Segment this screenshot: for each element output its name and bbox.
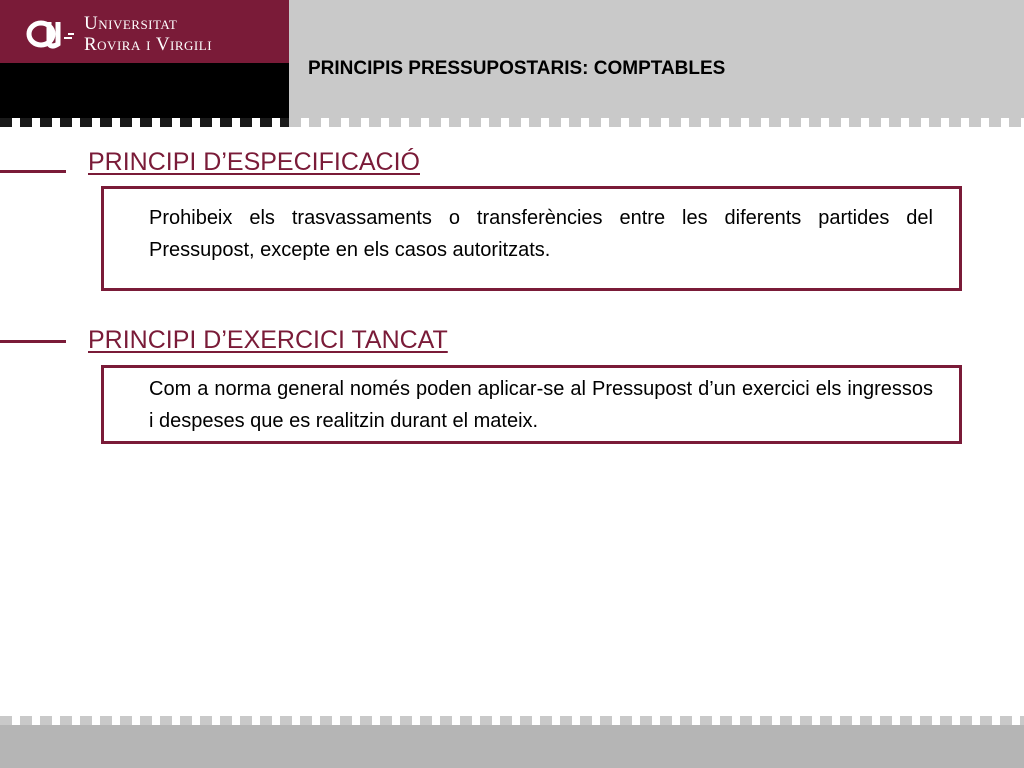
footer-bar: [0, 725, 1024, 768]
section-marker-line: [0, 340, 66, 343]
slide-title: PRINCIPIS PRESSUPOSTARIS: COMPTABLES: [308, 58, 726, 79]
section-heading-especificacio: PRINCIPI D’ESPECIFICACIÓ: [88, 148, 420, 176]
logo-black-band: [0, 63, 289, 118]
section-box-exercici-tancat: [101, 365, 962, 444]
university-logo-panel: [0, 0, 289, 63]
section-text-especificacio: Prohibeix els trasvassaments o transferències entre les diferents partides del Pressupost, excepte en els casos autoritzats.: [149, 207, 933, 261]
top-dashed-divider-gray: [289, 118, 1024, 127]
section-text-exercici-tancat: Com a norma general només poden aplicar-se al Pressupost d’un exercici els ingressos i despeses que es realitzin durant el mateix.: [149, 378, 933, 432]
university-name-line2: Rovira i Virgili: [84, 34, 213, 55]
bottom-dashed-divider: [0, 716, 1024, 725]
university-name-line1: Universitat: [84, 13, 178, 34]
section-marker-line: [0, 170, 66, 173]
section-heading-exercici-tancat: PRINCIPI D’EXERCICI TANCAT: [88, 326, 448, 354]
section-box-especificacio: [101, 186, 962, 291]
urv-logo-icon: [24, 14, 80, 54]
